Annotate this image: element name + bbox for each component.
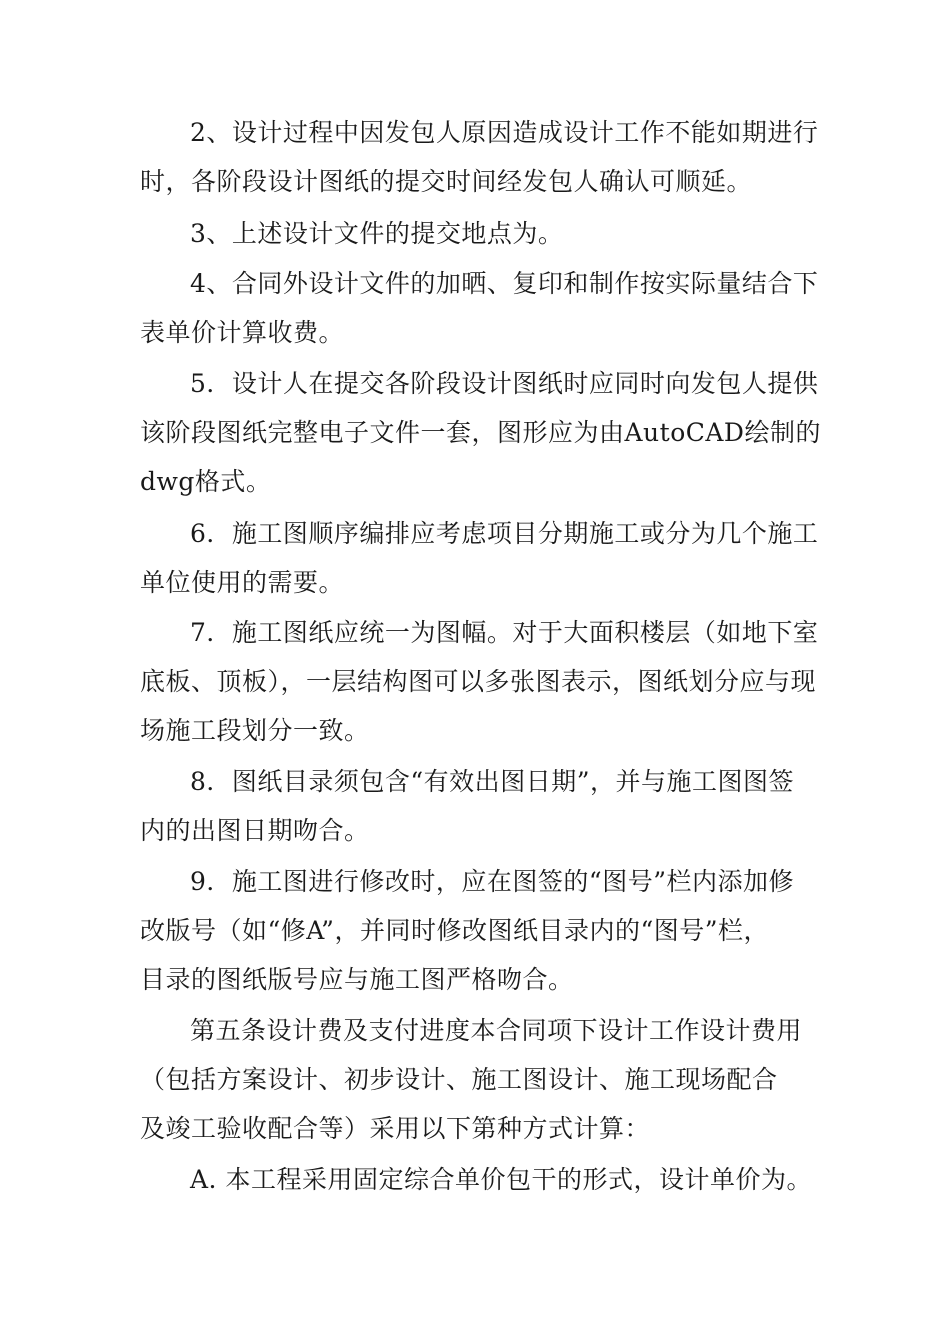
article-5-design-fee bbox=[140, 1006, 840, 1153]
text-line: （包括方案设计、初步设计、施工图设计、施工现场配合 bbox=[140, 1065, 778, 1094]
text-line: 改版号（如“修A”，并同时修改图纸目录内的“图号”栏， bbox=[140, 916, 770, 945]
text-line: 第五条设计费及支付进度本合同项下设计工作设计费用 bbox=[190, 1016, 803, 1045]
clause-8 bbox=[140, 757, 840, 855]
text-line: dwg格式。 bbox=[140, 467, 272, 496]
text-line: 该阶段图纸完整电子文件一套，图形应为由AutoCAD绘制的 bbox=[140, 418, 821, 447]
clause-4 bbox=[140, 259, 840, 357]
clause-5 bbox=[140, 359, 840, 506]
text-line: 场施工段划分一致。 bbox=[140, 716, 370, 745]
text-line: 单位使用的需要。 bbox=[140, 568, 345, 597]
clause-2 bbox=[140, 108, 840, 206]
text-line: 5．设计人在提交各阶段设计图纸时应同时向发包人提供 bbox=[190, 369, 819, 398]
text-line: 时，各阶段设计图纸的提交时间经发包人确认可顺延。 bbox=[140, 167, 753, 196]
clause-6 bbox=[140, 509, 840, 607]
text-line: 表单价计算收费。 bbox=[140, 318, 345, 347]
clause-3 bbox=[140, 209, 840, 258]
clause-9 bbox=[140, 857, 840, 1004]
option-a bbox=[140, 1155, 840, 1204]
text-line: 7．施工图纸应统一为图幅。对于大面积楼层（如地下室 bbox=[190, 618, 819, 647]
text-line: 底板、顶板），一层结构图可以多张图表示，图纸划分应与现 bbox=[140, 667, 817, 696]
text-line: 2、设计过程中因发包人原因造成设计工作不能如期进行 bbox=[190, 118, 819, 147]
text-line: 8．图纸目录须包含“有效出图日期”，并与施工图图签 bbox=[190, 767, 794, 796]
text-line: 4、合同外设计文件的加晒、复印和制作按实际量结合下 bbox=[190, 269, 819, 298]
clause-7 bbox=[140, 608, 840, 755]
text-line: 6．施工图顺序编排应考虑项目分期施工或分为几个施工 bbox=[190, 519, 819, 548]
text-line: 内的出图日期吻合。 bbox=[140, 816, 370, 845]
text-line: A. 本工程采用固定综合单价包干的形式，设计单价为。 bbox=[190, 1165, 812, 1194]
text-line: 目录的图纸版号应与施工图严格吻合。 bbox=[140, 965, 574, 994]
text-line: 9．施工图进行修改时，应在图签的“图号”栏内添加修 bbox=[190, 867, 794, 896]
text-line: 3、上述设计文件的提交地点为。 bbox=[190, 219, 564, 248]
text-line: 及竣工验收配合等）采用以下第种方式计算： bbox=[140, 1114, 651, 1143]
